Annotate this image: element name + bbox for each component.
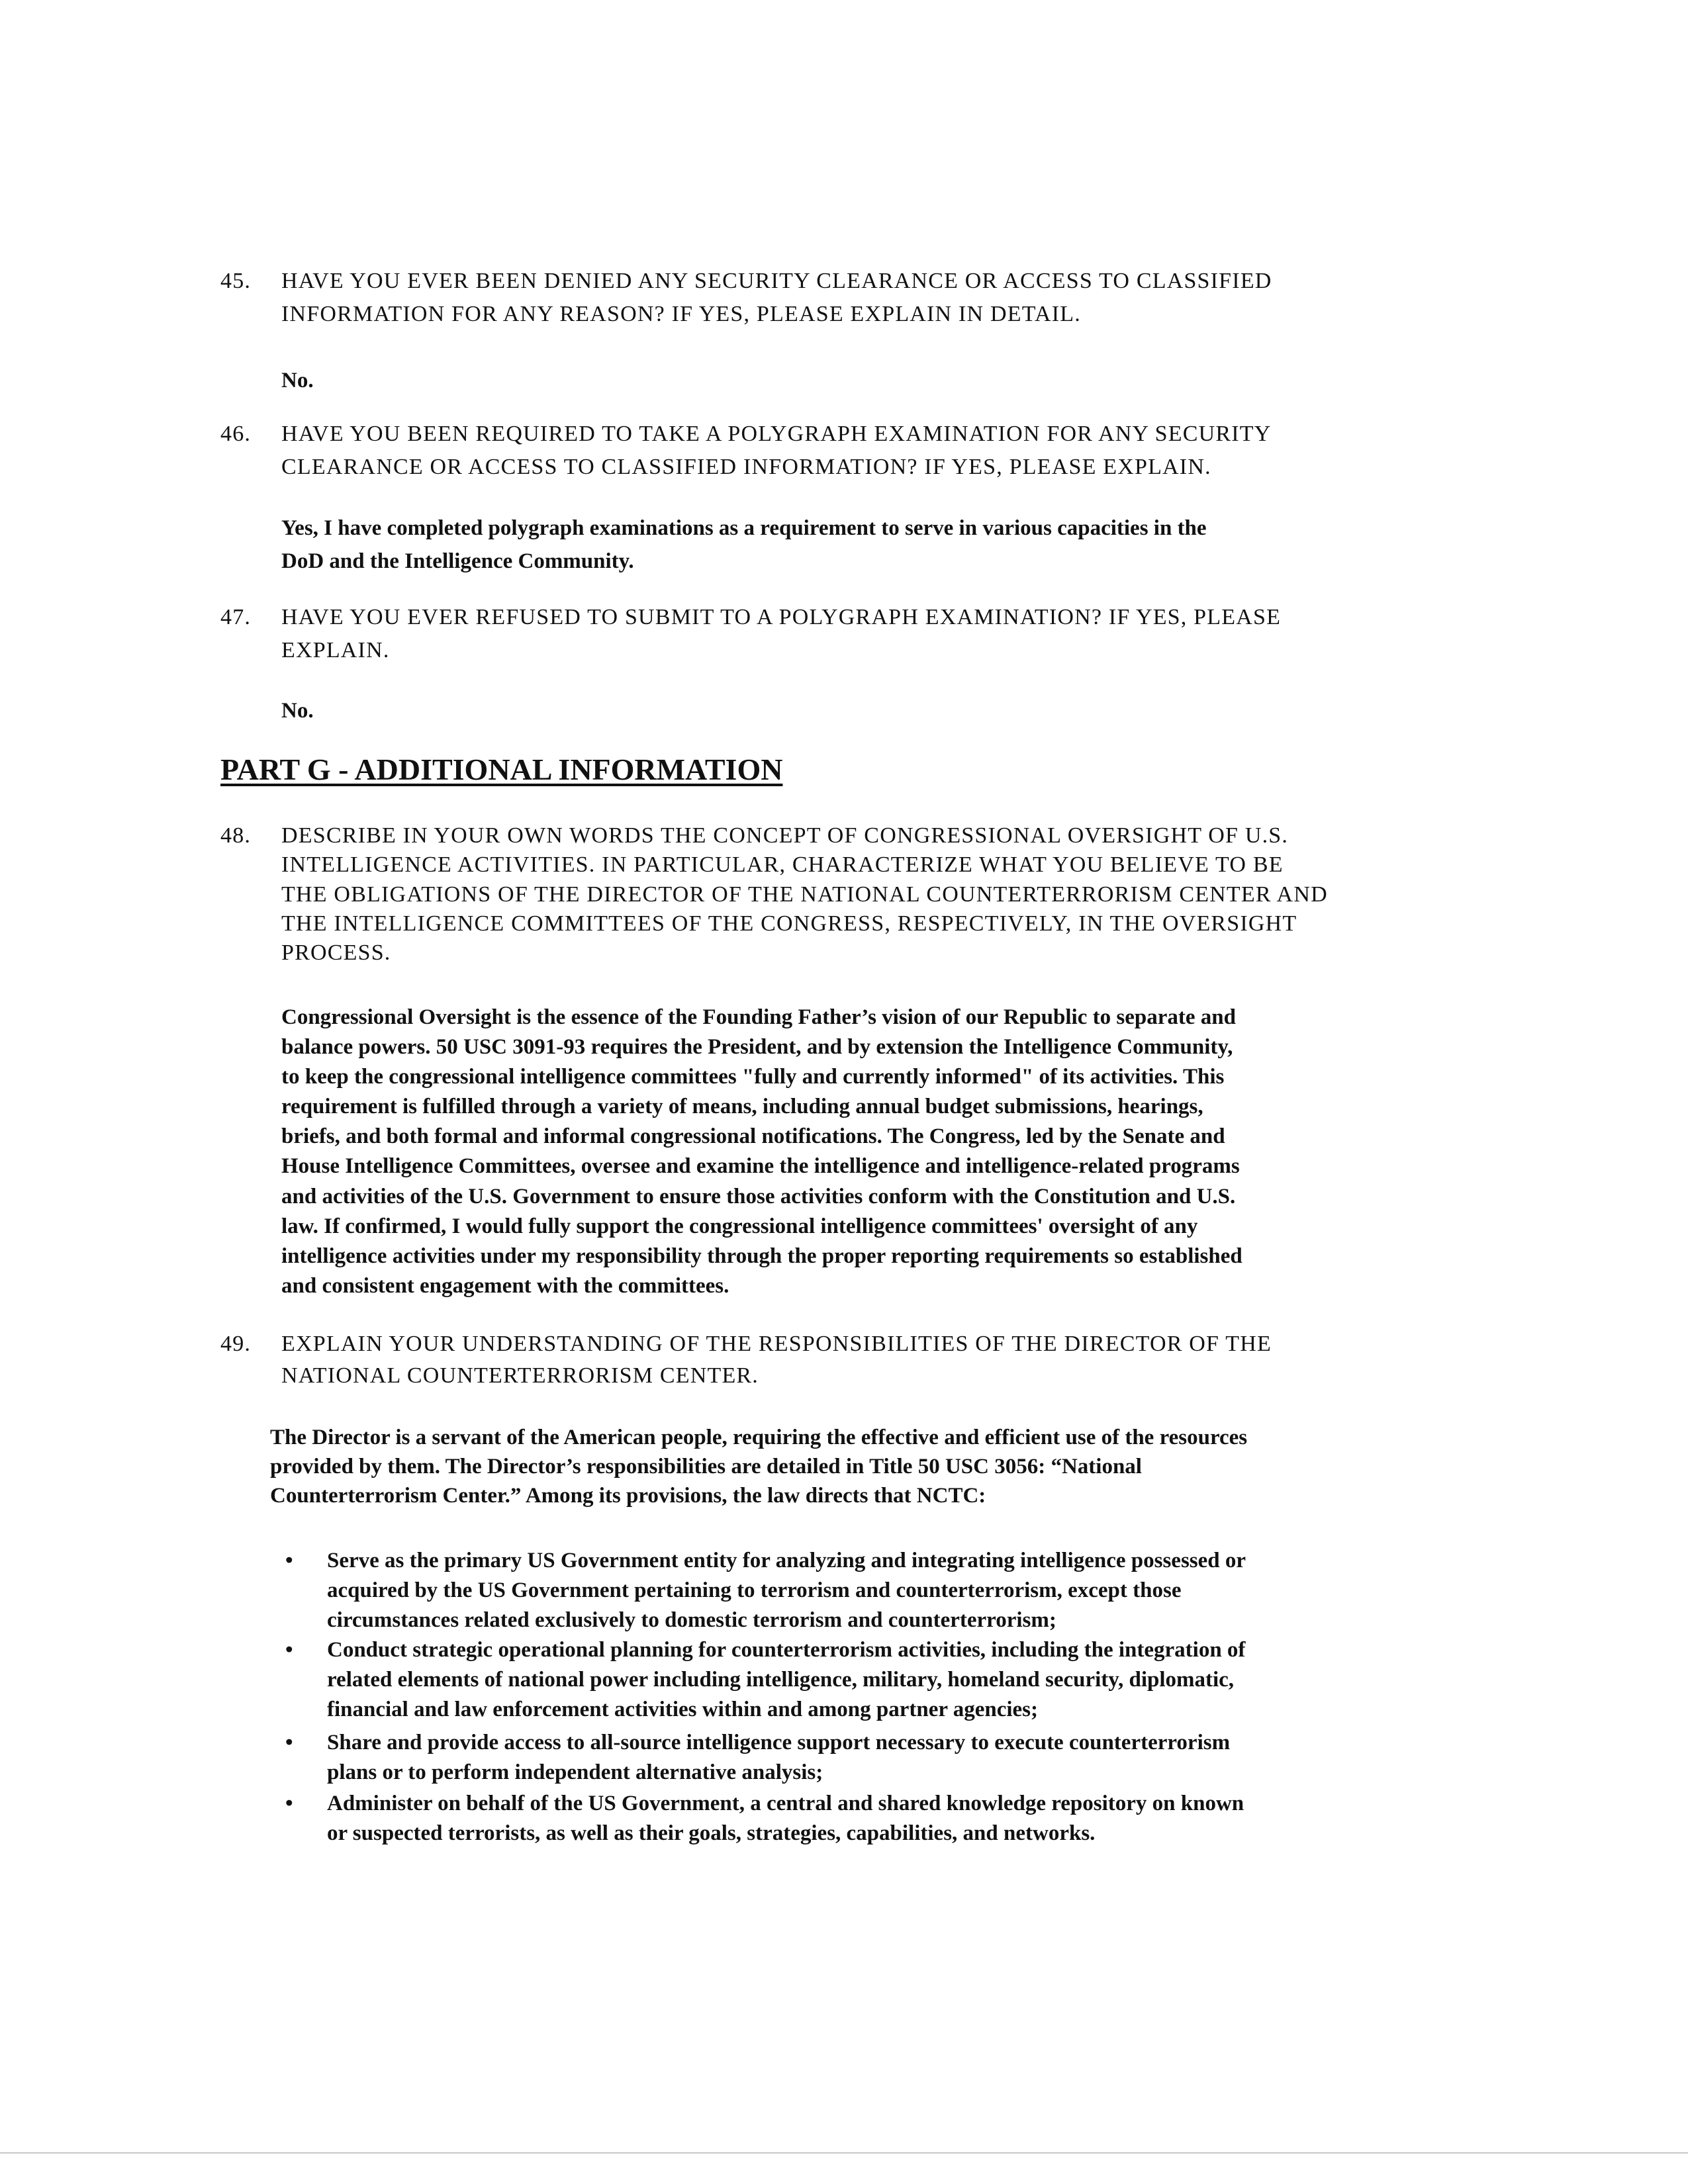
question-number: 49. bbox=[220, 1332, 252, 1356]
answer-line: DoD and the Intelligence Community. bbox=[281, 549, 634, 573]
bullet-text bbox=[327, 1728, 1230, 1788]
question-line: NATIONAL COUNTERTERRORISM CENTER. bbox=[281, 1363, 759, 1388]
answer-line: Counterterrorism Center.” Among its provisions, the law directs that NCTC: bbox=[270, 1484, 986, 1508]
section-heading: PART G - ADDITIONAL INFORMATION bbox=[220, 752, 783, 786]
question-number: 45. bbox=[220, 269, 252, 293]
bullet-text bbox=[327, 1789, 1244, 1848]
question-line: HAVE YOU EVER REFUSED TO SUBMIT TO A POLYGRAPH EXAMINATION? IF YES, PLEASE bbox=[281, 605, 1282, 629]
answer-line: to keep the congressional intelligence committees "fully and currently informed" of its activities. This bbox=[281, 1065, 1225, 1089]
answer-line: and consistent engagement with the committees. bbox=[281, 1273, 729, 1298]
question-number: 46. bbox=[220, 422, 252, 446]
answer-line: briefs, and both formal and informal congressional notifications. The Congress, led by the Senate and bbox=[281, 1124, 1225, 1149]
bullet-line: financial and law enforcement activities within and among partner agencies; bbox=[327, 1697, 1038, 1721]
question-line: THE INTELLIGENCE COMMITTEES OF THE CONGRESS, RESPECTIVELY, IN THE OVERSIGHT bbox=[281, 911, 1297, 936]
question-line: PROCESS. bbox=[281, 940, 391, 966]
page-bottom-rule bbox=[0, 2152, 1688, 2154]
answer-line: balance powers. 50 USC 3091-93 requires the President, and by extension the Intelligence Community, bbox=[281, 1035, 1233, 1060]
question-text bbox=[281, 601, 1281, 667]
answer-line: No. bbox=[281, 699, 314, 723]
bullet-icon: • bbox=[285, 1638, 293, 1662]
question-line: EXPLAIN YOUR UNDERSTANDING OF THE RESPONSIBILITIES OF THE DIRECTOR OF THE bbox=[281, 1332, 1272, 1356]
answer-48 bbox=[281, 1003, 1243, 1301]
answer-line: Yes, I have completed polygraph examinations as a requirement to serve in various capacities in the bbox=[281, 516, 1207, 540]
question-line: HAVE YOU EVER BEEN DENIED ANY SECURITY CLEARANCE OR ACCESS TO CLASSIFIED bbox=[281, 269, 1272, 293]
question-line: DESCRIBE IN YOUR OWN WORDS THE CONCEPT OF CONGRESSIONAL OVERSIGHT OF U.S. bbox=[281, 823, 1289, 848]
answer-45 bbox=[281, 366, 314, 396]
question-line: EXPLAIN. bbox=[281, 638, 390, 662]
question-number: 48. bbox=[220, 823, 252, 848]
answer-line: provided by them. The Director’s responsibilities are detailed in Title 50 USC 3056: “National bbox=[270, 1455, 1142, 1479]
bullet-text bbox=[327, 1546, 1246, 1635]
answer-line: and activities of the U.S. Government to ensure those activities conform with the Constitution and U.S. bbox=[281, 1184, 1236, 1208]
question-line: INFORMATION FOR ANY REASON? IF YES, PLEASE EXPLAIN IN DETAIL. bbox=[281, 302, 1081, 326]
answer-line: law. If confirmed, I would fully support the congressional intelligence committees' oversight of any bbox=[281, 1214, 1198, 1238]
bullet-line: related elements of national power including intelligence, military, homeland security, diplomatic, bbox=[327, 1667, 1235, 1692]
bullet-line: Conduct strategic operational planning for counterterrorism activities, including the integration of bbox=[327, 1638, 1246, 1662]
question-line: CLEARANCE OR ACCESS TO CLASSIFIED INFORMATION? IF YES, PLEASE EXPLAIN. bbox=[281, 455, 1211, 479]
question-text bbox=[281, 1328, 1272, 1392]
answer-line: intelligence activities under my responsibility through the proper reporting requirements so established bbox=[281, 1244, 1243, 1268]
bullet-line: Serve as the primary US Government entity for analyzing and integrating intelligence possessed or bbox=[327, 1549, 1246, 1572]
bullet-line: Administer on behalf of the US Government, a central and shared knowledge repository on known bbox=[327, 1792, 1244, 1815]
question-text bbox=[281, 265, 1272, 331]
bullet-line: circumstances related exclusively to domestic terrorism and counterterrorism; bbox=[327, 1608, 1056, 1632]
bullet-line: or suspected terrorists, as well as their goals, strategies, capabilities, and networks. bbox=[327, 1821, 1096, 1845]
bullet-text bbox=[327, 1635, 1245, 1724]
answer-line: House Intelligence Committees, oversee and examine the intelligence and intelligence-related programs bbox=[281, 1154, 1240, 1179]
answer-46 bbox=[281, 512, 1207, 578]
answer-49 bbox=[270, 1423, 1247, 1510]
bullet-line: Share and provide access to all-source intelligence support necessary to execute counterterrorism bbox=[327, 1731, 1231, 1754]
answer-line: No. bbox=[281, 369, 314, 392]
answer-line: The Director is a servant of the American people, requiring the effective and efficient use of the resources bbox=[270, 1426, 1248, 1449]
question-line: INTELLIGENCE ACTIVITIES. IN PARTICULAR, CHARACTERIZE WHAT YOU BELIEVE TO BE bbox=[281, 852, 1284, 878]
bullet-icon: • bbox=[285, 1792, 293, 1815]
bullet-icon: • bbox=[285, 1549, 293, 1572]
question-line: THE OBLIGATIONS OF THE DIRECTOR OF THE NATIONAL COUNTERTERRORISM CENTER AND bbox=[281, 882, 1328, 907]
question-line: HAVE YOU BEEN REQUIRED TO TAKE A POLYGRAPH EXAMINATION FOR ANY SECURITY bbox=[281, 422, 1272, 446]
answer-47 bbox=[281, 696, 314, 726]
question-text bbox=[281, 821, 1328, 968]
question-number: 47. bbox=[220, 605, 252, 629]
answer-line: Congressional Oversight is the essence of the Founding Father’s vision of our Republic to separate and bbox=[281, 1005, 1236, 1029]
question-text bbox=[281, 418, 1272, 484]
bullet-line: acquired by the US Government pertaining to terrorism and counterterrorism, except those bbox=[327, 1578, 1182, 1602]
bullet-line: plans or to perform independent alternative analysis; bbox=[327, 1760, 823, 1784]
bullet-icon: • bbox=[285, 1731, 293, 1754]
answer-line: requirement is fulfilled through a variety of means, including annual budget submissions, hearings, bbox=[281, 1095, 1203, 1119]
